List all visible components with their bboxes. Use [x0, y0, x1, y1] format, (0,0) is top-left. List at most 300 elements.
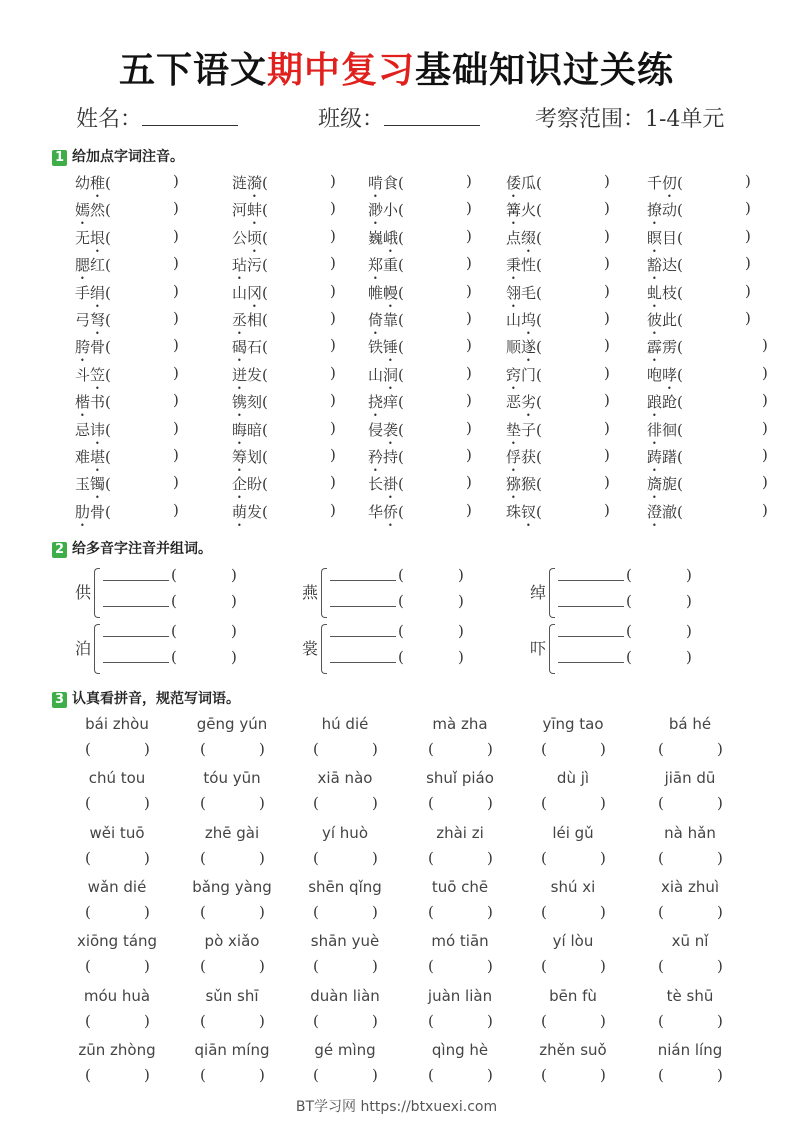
word-char: 山 — [368, 365, 384, 384]
pinyin-paren-open[interactable]: ( — [626, 622, 632, 640]
word-blank[interactable] — [103, 580, 169, 581]
answer-paren-open[interactable]: ( — [85, 902, 91, 921]
answer-paren[interactable]: ) — [466, 309, 472, 327]
answer-paren[interactable]: ) — [604, 309, 610, 327]
answer-paren-close[interactable]: ) — [487, 794, 493, 813]
answer-paren-close[interactable]: ) — [487, 902, 493, 921]
word-item — [506, 501, 542, 530]
word-char: 相 — [247, 311, 263, 329]
word-item — [75, 473, 111, 502]
answer-paren-open[interactable]: ( — [262, 174, 268, 192]
answer-paren-open[interactable]: ( — [536, 475, 542, 494]
answer-paren-close[interactable]: ) — [600, 794, 606, 813]
answer-paren-close[interactable]: ) — [259, 957, 265, 976]
answer-paren-close[interactable]: ) — [144, 1011, 150, 1030]
answer-paren[interactable]: ) — [330, 336, 336, 355]
answer-paren-close[interactable]: ) — [717, 957, 723, 976]
word-char: 劣 — [521, 393, 537, 412]
answer-paren-open[interactable]: ( — [658, 740, 664, 758]
pinyin-item: qìng hè — [431, 1040, 489, 1059]
pinyin-paren-open[interactable]: ( — [398, 592, 404, 610]
answer-paren-open[interactable]: ( — [105, 365, 111, 384]
answer-paren-open[interactable]: ( — [313, 902, 319, 921]
answer-paren-close[interactable]: ) — [372, 740, 378, 758]
answer-paren-open[interactable]: ( — [658, 902, 664, 921]
word-char: 玉 — [75, 475, 91, 494]
answer-paren-open[interactable]: ( — [105, 201, 111, 220]
class-field[interactable] — [318, 102, 480, 133]
answer-paren-open[interactable]: ( — [541, 848, 547, 867]
answer-paren[interactable]: ) — [604, 254, 610, 273]
answer-paren-close[interactable]: ) — [144, 957, 150, 976]
pinyin-paren-open[interactable]: ( — [398, 566, 404, 584]
answer-paren-open[interactable]: ( — [398, 502, 404, 521]
answer-paren-close[interactable]: ) — [487, 848, 493, 867]
word-char: 踌 — [647, 448, 663, 466]
answer-paren-open[interactable]: ( — [200, 1011, 206, 1030]
answer-paren[interactable]: ) — [466, 254, 472, 273]
answer-paren-open[interactable]: ( — [313, 794, 319, 813]
answer-paren-open[interactable]: ( — [658, 1011, 664, 1030]
answer-paren[interactable]: ) — [330, 254, 336, 273]
class-label: 班级： — [318, 107, 385, 132]
answer-paren-open[interactable]: ( — [200, 848, 206, 867]
answer-paren-close[interactable]: ) — [717, 1011, 723, 1030]
answer-paren[interactable]: ) — [762, 500, 768, 519]
answer-paren[interactable]: ) — [466, 226, 472, 245]
answer-paren[interactable]: ) — [466, 391, 472, 410]
answer-paren-close[interactable]: ) — [600, 1065, 606, 1084]
answer-paren[interactable]: ) — [604, 418, 610, 437]
answer-paren-open[interactable]: ( — [313, 1065, 319, 1084]
answer-paren[interactable]: ) — [466, 446, 472, 464]
answer-paren-close[interactable]: ) — [144, 794, 150, 813]
pinyin-paren-open[interactable]: ( — [171, 622, 177, 640]
answer-paren[interactable]: ) — [173, 254, 179, 273]
answer-paren-close[interactable]: ) — [259, 740, 265, 758]
answer-paren-open[interactable]: ( — [536, 502, 542, 521]
answer-paren[interactable]: ) — [173, 281, 179, 300]
answer-paren[interactable]: ) — [762, 418, 768, 437]
answer-paren-open[interactable]: ( — [536, 311, 542, 329]
answer-paren-open[interactable]: ( — [536, 201, 542, 220]
answer-paren-open[interactable]: ( — [105, 502, 111, 521]
answer-paren-open[interactable]: ( — [541, 740, 547, 758]
answer-paren[interactable]: ) — [604, 391, 610, 410]
answer-paren-close[interactable]: ) — [144, 740, 150, 758]
answer-paren[interactable]: ) — [330, 199, 336, 218]
answer-paren-close[interactable]: ) — [600, 902, 606, 921]
pinyin-paren-open[interactable]: ( — [398, 622, 404, 640]
answer-paren-close[interactable]: ) — [144, 848, 150, 867]
answer-paren-open[interactable]: ( — [85, 794, 91, 813]
answer-paren-close[interactable]: ) — [717, 848, 723, 867]
word-char: 翎 — [506, 283, 522, 302]
answer-paren-open[interactable]: ( — [428, 1065, 434, 1084]
answer-paren-open[interactable]: ( — [105, 228, 111, 247]
word-char: 挠 — [368, 393, 384, 412]
word-blank[interactable] — [103, 662, 169, 663]
answer-paren[interactable]: ) — [330, 281, 336, 300]
answer-paren-open[interactable]: ( — [677, 448, 683, 466]
answer-paren[interactable]: ) — [466, 473, 472, 492]
answer-paren-open[interactable]: ( — [105, 256, 111, 275]
answer-paren-close[interactable]: ) — [600, 1011, 606, 1030]
answer-paren-open[interactable]: ( — [313, 740, 319, 758]
answer-paren[interactable]: ) — [762, 391, 768, 410]
answer-paren[interactable]: ) — [330, 309, 336, 327]
answer-paren-close[interactable]: ) — [259, 848, 265, 867]
answer-paren-close[interactable]: ) — [717, 1065, 723, 1084]
answer-paren-open[interactable]: ( — [398, 365, 404, 384]
answer-paren[interactable]: ) — [173, 199, 179, 218]
answer-paren-close[interactable]: ) — [259, 1065, 265, 1084]
answer-paren[interactable]: ) — [173, 500, 179, 519]
answer-paren[interactable]: ) — [604, 226, 610, 245]
answer-paren-open[interactable]: ( — [313, 848, 319, 867]
answer-paren-open[interactable]: ( — [262, 393, 268, 412]
answer-paren-open[interactable]: ( — [677, 201, 683, 220]
answer-paren-close[interactable]: ) — [372, 1011, 378, 1030]
answer-paren-open[interactable]: ( — [677, 420, 683, 439]
pinyin-paren-open[interactable]: ( — [626, 566, 632, 584]
polyphone-char: 泊 — [75, 639, 92, 658]
answer-paren-open[interactable]: ( — [536, 365, 542, 384]
pinyin-paren-close[interactable]: ) — [458, 648, 464, 666]
word-char: 石 — [247, 338, 263, 357]
answer-paren-open[interactable]: ( — [658, 1065, 664, 1084]
answer-paren-close[interactable]: ) — [717, 794, 723, 813]
answer-paren-open[interactable]: ( — [398, 393, 404, 412]
pinyin-item: xiōng táng — [76, 932, 158, 951]
word-blank[interactable] — [558, 636, 624, 637]
word-item — [506, 364, 542, 393]
pinyin-paren-close[interactable]: ) — [231, 622, 237, 640]
answer-paren-open[interactable]: ( — [398, 311, 404, 329]
pinyin-paren-close[interactable]: ) — [686, 622, 692, 640]
answer-paren-close[interactable]: ) — [487, 1011, 493, 1030]
answer-paren-open[interactable]: ( — [536, 174, 542, 192]
answer-paren-close[interactable]: ) — [372, 957, 378, 976]
word-item — [368, 282, 404, 311]
answer-paren[interactable]: ) — [604, 199, 610, 218]
answer-paren[interactable]: ) — [330, 418, 336, 437]
answer-paren-open[interactable]: ( — [658, 957, 664, 976]
answer-paren-open[interactable]: ( — [200, 740, 206, 758]
answer-paren-open[interactable]: ( — [105, 393, 111, 412]
answer-paren[interactable]: ) — [762, 446, 768, 464]
answer-paren[interactable]: ) — [745, 199, 751, 218]
answer-paren[interactable]: ) — [604, 500, 610, 519]
answer-paren-open[interactable]: ( — [200, 957, 206, 976]
answer-paren[interactable]: ) — [173, 391, 179, 410]
answer-paren[interactable]: ) — [745, 254, 751, 273]
word-blank[interactable] — [330, 662, 396, 663]
answer-paren-open[interactable]: ( — [262, 201, 268, 220]
word-item — [506, 473, 542, 502]
answer-paren-open[interactable]: ( — [398, 256, 404, 275]
answer-paren[interactable]: ) — [173, 363, 179, 382]
answer-paren[interactable]: ) — [466, 281, 472, 300]
answer-paren-open[interactable]: ( — [428, 1011, 434, 1030]
pinyin-paren-close[interactable]: ) — [458, 592, 464, 610]
answer-paren-open[interactable]: ( — [536, 283, 542, 302]
answer-paren-close[interactable]: ) — [717, 902, 723, 921]
answer-paren-open[interactable]: ( — [313, 1011, 319, 1030]
polyphone-char: 裳 — [302, 639, 319, 658]
answer-paren-open[interactable]: ( — [677, 256, 683, 275]
answer-paren[interactable]: ) — [762, 336, 768, 355]
brace — [549, 568, 555, 618]
answer-paren-open[interactable]: ( — [677, 311, 683, 329]
answer-paren-close[interactable]: ) — [144, 902, 150, 921]
answer-paren-close[interactable]: ) — [259, 794, 265, 813]
answer-paren-open[interactable]: ( — [428, 848, 434, 867]
title-highlight: 期中复习 — [266, 50, 415, 91]
answer-paren-close[interactable]: ) — [372, 1065, 378, 1084]
answer-paren-open[interactable]: ( — [428, 957, 434, 976]
word-char: 瞑 — [647, 228, 663, 247]
word-item — [75, 419, 111, 448]
answer-paren-close[interactable]: ) — [600, 957, 606, 976]
answer-paren[interactable]: ) — [466, 500, 472, 519]
answer-paren-open[interactable]: ( — [677, 502, 683, 521]
section-heading-text: 认真看拼音，规范写词语。 — [72, 691, 240, 707]
word-blank[interactable] — [103, 606, 169, 607]
answer-paren[interactable]: ) — [762, 363, 768, 382]
answer-paren[interactable]: ) — [330, 172, 336, 190]
answer-paren-close[interactable]: ) — [372, 794, 378, 813]
pinyin-paren-open[interactable]: ( — [398, 648, 404, 666]
answer-paren-open[interactable]: ( — [658, 848, 664, 867]
answer-paren-open[interactable]: ( — [541, 1065, 547, 1084]
answer-paren-open[interactable]: ( — [541, 1011, 547, 1030]
answer-paren-open[interactable]: ( — [105, 283, 111, 302]
answer-paren-open[interactable]: ( — [677, 393, 683, 412]
answer-paren-open[interactable]: ( — [105, 475, 111, 494]
word-char: 骨 — [90, 502, 106, 521]
answer-paren-open[interactable]: ( — [398, 448, 404, 466]
answer-paren-open[interactable]: ( — [262, 475, 268, 494]
answer-paren-open[interactable]: ( — [536, 393, 542, 412]
answer-paren[interactable]: ) — [604, 281, 610, 300]
answer-paren-open[interactable]: ( — [105, 420, 111, 439]
answer-paren-open[interactable]: ( — [677, 228, 683, 247]
pinyin-paren-open[interactable]: ( — [626, 592, 632, 610]
answer-paren-open[interactable]: ( — [200, 794, 206, 813]
pinyin-item: zhē gài — [204, 823, 260, 842]
answer-paren[interactable]: ) — [604, 473, 610, 492]
word-char: 肋 — [75, 502, 91, 521]
word-char: 胯 — [75, 338, 91, 357]
answer-paren-close[interactable]: ) — [487, 1065, 493, 1084]
answer-paren[interactable]: ) — [330, 500, 336, 519]
word-blank[interactable] — [558, 606, 624, 607]
answer-paren-close[interactable]: ) — [600, 848, 606, 867]
answer-paren-open[interactable]: ( — [398, 338, 404, 357]
answer-paren[interactable]: ) — [173, 226, 179, 245]
answer-paren[interactable]: ) — [330, 473, 336, 492]
name-blank[interactable] — [142, 105, 238, 126]
answer-paren-open[interactable]: ( — [536, 448, 542, 466]
answer-paren-open[interactable]: ( — [105, 174, 111, 192]
answer-paren[interactable]: ) — [604, 363, 610, 382]
pinyin-paren-close[interactable]: ) — [686, 648, 692, 666]
answer-paren-open[interactable]: ( — [85, 740, 91, 758]
answer-paren-open[interactable]: ( — [85, 957, 91, 976]
word-blank[interactable] — [558, 580, 624, 581]
word-char: 俘 — [506, 448, 522, 466]
class-blank[interactable] — [384, 105, 480, 126]
answer-paren[interactable]: ) — [745, 172, 751, 190]
pinyin-item: chú tou — [88, 769, 146, 788]
pinyin-paren-open[interactable]: ( — [626, 648, 632, 666]
answer-paren-open[interactable]: ( — [398, 201, 404, 220]
answer-paren-close[interactable]: ) — [717, 740, 723, 758]
pinyin-paren-close[interactable]: ) — [458, 622, 464, 640]
answer-paren-open[interactable]: ( — [658, 794, 664, 813]
word-item — [647, 254, 683, 283]
answer-paren-open[interactable]: ( — [677, 283, 683, 302]
word-blank[interactable] — [330, 606, 396, 607]
word-char: 蚌 — [247, 201, 263, 220]
pinyin-paren-open[interactable]: ( — [171, 566, 177, 584]
answer-paren-open[interactable]: ( — [262, 256, 268, 275]
answer-paren-close[interactable]: ) — [600, 740, 606, 758]
answer-paren-open[interactable]: ( — [536, 228, 542, 247]
answer-paren-open[interactable]: ( — [200, 902, 206, 921]
answer-paren[interactable]: ) — [466, 199, 472, 218]
answer-paren-open[interactable]: ( — [428, 794, 434, 813]
answer-paren-close[interactable]: ) — [487, 740, 493, 758]
answer-paren-open[interactable]: ( — [677, 338, 683, 357]
answer-paren[interactable]: ) — [466, 418, 472, 437]
pinyin-paren-close[interactable]: ) — [458, 566, 464, 584]
answer-paren-open[interactable]: ( — [262, 448, 268, 466]
answer-paren[interactable]: ) — [745, 309, 751, 327]
answer-paren-open[interactable]: ( — [262, 311, 268, 329]
answer-paren[interactable]: ) — [173, 418, 179, 437]
answer-paren-open[interactable]: ( — [398, 228, 404, 247]
word-char: 洞 — [383, 365, 399, 384]
section-number-badge: 1 — [52, 150, 67, 166]
word-item — [75, 391, 111, 420]
pinyin-item: zhěn suǒ — [539, 1040, 607, 1059]
answer-paren[interactable]: ) — [466, 172, 472, 190]
answer-paren[interactable]: ) — [604, 336, 610, 355]
answer-paren-open[interactable]: ( — [85, 1011, 91, 1030]
answer-paren-open[interactable]: ( — [541, 902, 547, 921]
answer-paren-open[interactable]: ( — [105, 338, 111, 357]
answer-paren-open[interactable]: ( — [428, 740, 434, 758]
word-char: 动 — [662, 201, 678, 220]
answer-paren-open[interactable]: ( — [262, 502, 268, 521]
pinyin-item: shú xi — [550, 877, 596, 896]
answer-paren-open[interactable]: ( — [262, 283, 268, 302]
answer-paren-open[interactable]: ( — [677, 475, 683, 494]
answer-paren[interactable]: ) — [330, 363, 336, 382]
word-item — [647, 172, 683, 201]
answer-paren[interactable]: ) — [604, 172, 610, 190]
answer-paren-open[interactable]: ( — [313, 957, 319, 976]
answer-paren-open[interactable]: ( — [85, 848, 91, 867]
answer-paren-open[interactable]: ( — [105, 311, 111, 329]
answer-paren[interactable]: ) — [173, 473, 179, 492]
answer-paren-open[interactable]: ( — [428, 902, 434, 921]
pinyin-paren-close[interactable]: ) — [231, 648, 237, 666]
answer-paren-open[interactable]: ( — [398, 475, 404, 494]
word-char: 长 — [368, 475, 384, 494]
answer-paren[interactable]: ) — [745, 281, 751, 300]
answer-paren[interactable]: ) — [466, 336, 472, 355]
answer-paren-close[interactable]: ) — [259, 1011, 265, 1030]
answer-paren-close[interactable]: ) — [372, 902, 378, 921]
answer-paren-open[interactable]: ( — [262, 365, 268, 384]
answer-paren[interactable]: ) — [173, 172, 179, 190]
answer-paren[interactable]: ) — [173, 446, 179, 464]
answer-paren-open[interactable]: ( — [677, 174, 683, 192]
answer-paren-close[interactable]: ) — [144, 1065, 150, 1084]
answer-paren-open[interactable]: ( — [536, 338, 542, 357]
answer-paren[interactable]: ) — [173, 309, 179, 327]
pinyin-paren-close[interactable]: ) — [686, 566, 692, 584]
answer-paren[interactable]: ) — [466, 363, 472, 382]
answer-paren-open[interactable]: ( — [677, 365, 683, 384]
answer-paren-open[interactable]: ( — [200, 1065, 206, 1084]
answer-paren-open[interactable]: ( — [398, 174, 404, 192]
name-field[interactable] — [76, 102, 238, 133]
pinyin-paren-open[interactable]: ( — [171, 648, 177, 666]
answer-paren-open[interactable]: ( — [398, 420, 404, 439]
word-char: 斗 — [75, 365, 91, 384]
word-char: 子 — [521, 420, 537, 439]
answer-paren-open[interactable]: ( — [541, 957, 547, 976]
section3-heading — [52, 688, 240, 708]
word-char: 镯 — [90, 475, 106, 494]
word-item — [368, 309, 404, 338]
answer-paren-open[interactable]: ( — [85, 1065, 91, 1084]
answer-paren-open[interactable]: ( — [536, 256, 542, 275]
answer-paren[interactable]: ) — [604, 446, 610, 464]
word-blank[interactable] — [330, 636, 396, 637]
pinyin-paren-open[interactable]: ( — [171, 592, 177, 610]
answer-paren[interactable]: ) — [330, 391, 336, 410]
word-blank[interactable] — [558, 662, 624, 663]
word-blank[interactable] — [330, 580, 396, 581]
answer-paren-close[interactable]: ) — [259, 902, 265, 921]
pinyin-paren-close[interactable]: ) — [686, 592, 692, 610]
answer-paren-open[interactable]: ( — [262, 420, 268, 439]
answer-paren-open[interactable]: ( — [541, 794, 547, 813]
answer-paren[interactable]: ) — [745, 226, 751, 245]
answer-paren-open[interactable]: ( — [105, 448, 111, 466]
pinyin-paren-close[interactable]: ) — [231, 566, 237, 584]
answer-paren[interactable]: ) — [330, 446, 336, 464]
word-char: 火 — [521, 201, 537, 220]
answer-paren-open[interactable]: ( — [536, 420, 542, 439]
answer-paren[interactable]: ) — [762, 473, 768, 492]
answer-paren-open[interactable]: ( — [262, 228, 268, 247]
word-char: 公 — [232, 228, 248, 247]
answer-paren-open[interactable]: ( — [398, 283, 404, 302]
answer-paren-open[interactable]: ( — [262, 338, 268, 357]
answer-paren-close[interactable]: ) — [372, 848, 378, 867]
answer-paren[interactable]: ) — [173, 336, 179, 355]
answer-paren[interactable]: ) — [330, 226, 336, 245]
pinyin-paren-close[interactable]: ) — [231, 592, 237, 610]
answer-paren-close[interactable]: ) — [487, 957, 493, 976]
word-blank[interactable] — [103, 636, 169, 637]
